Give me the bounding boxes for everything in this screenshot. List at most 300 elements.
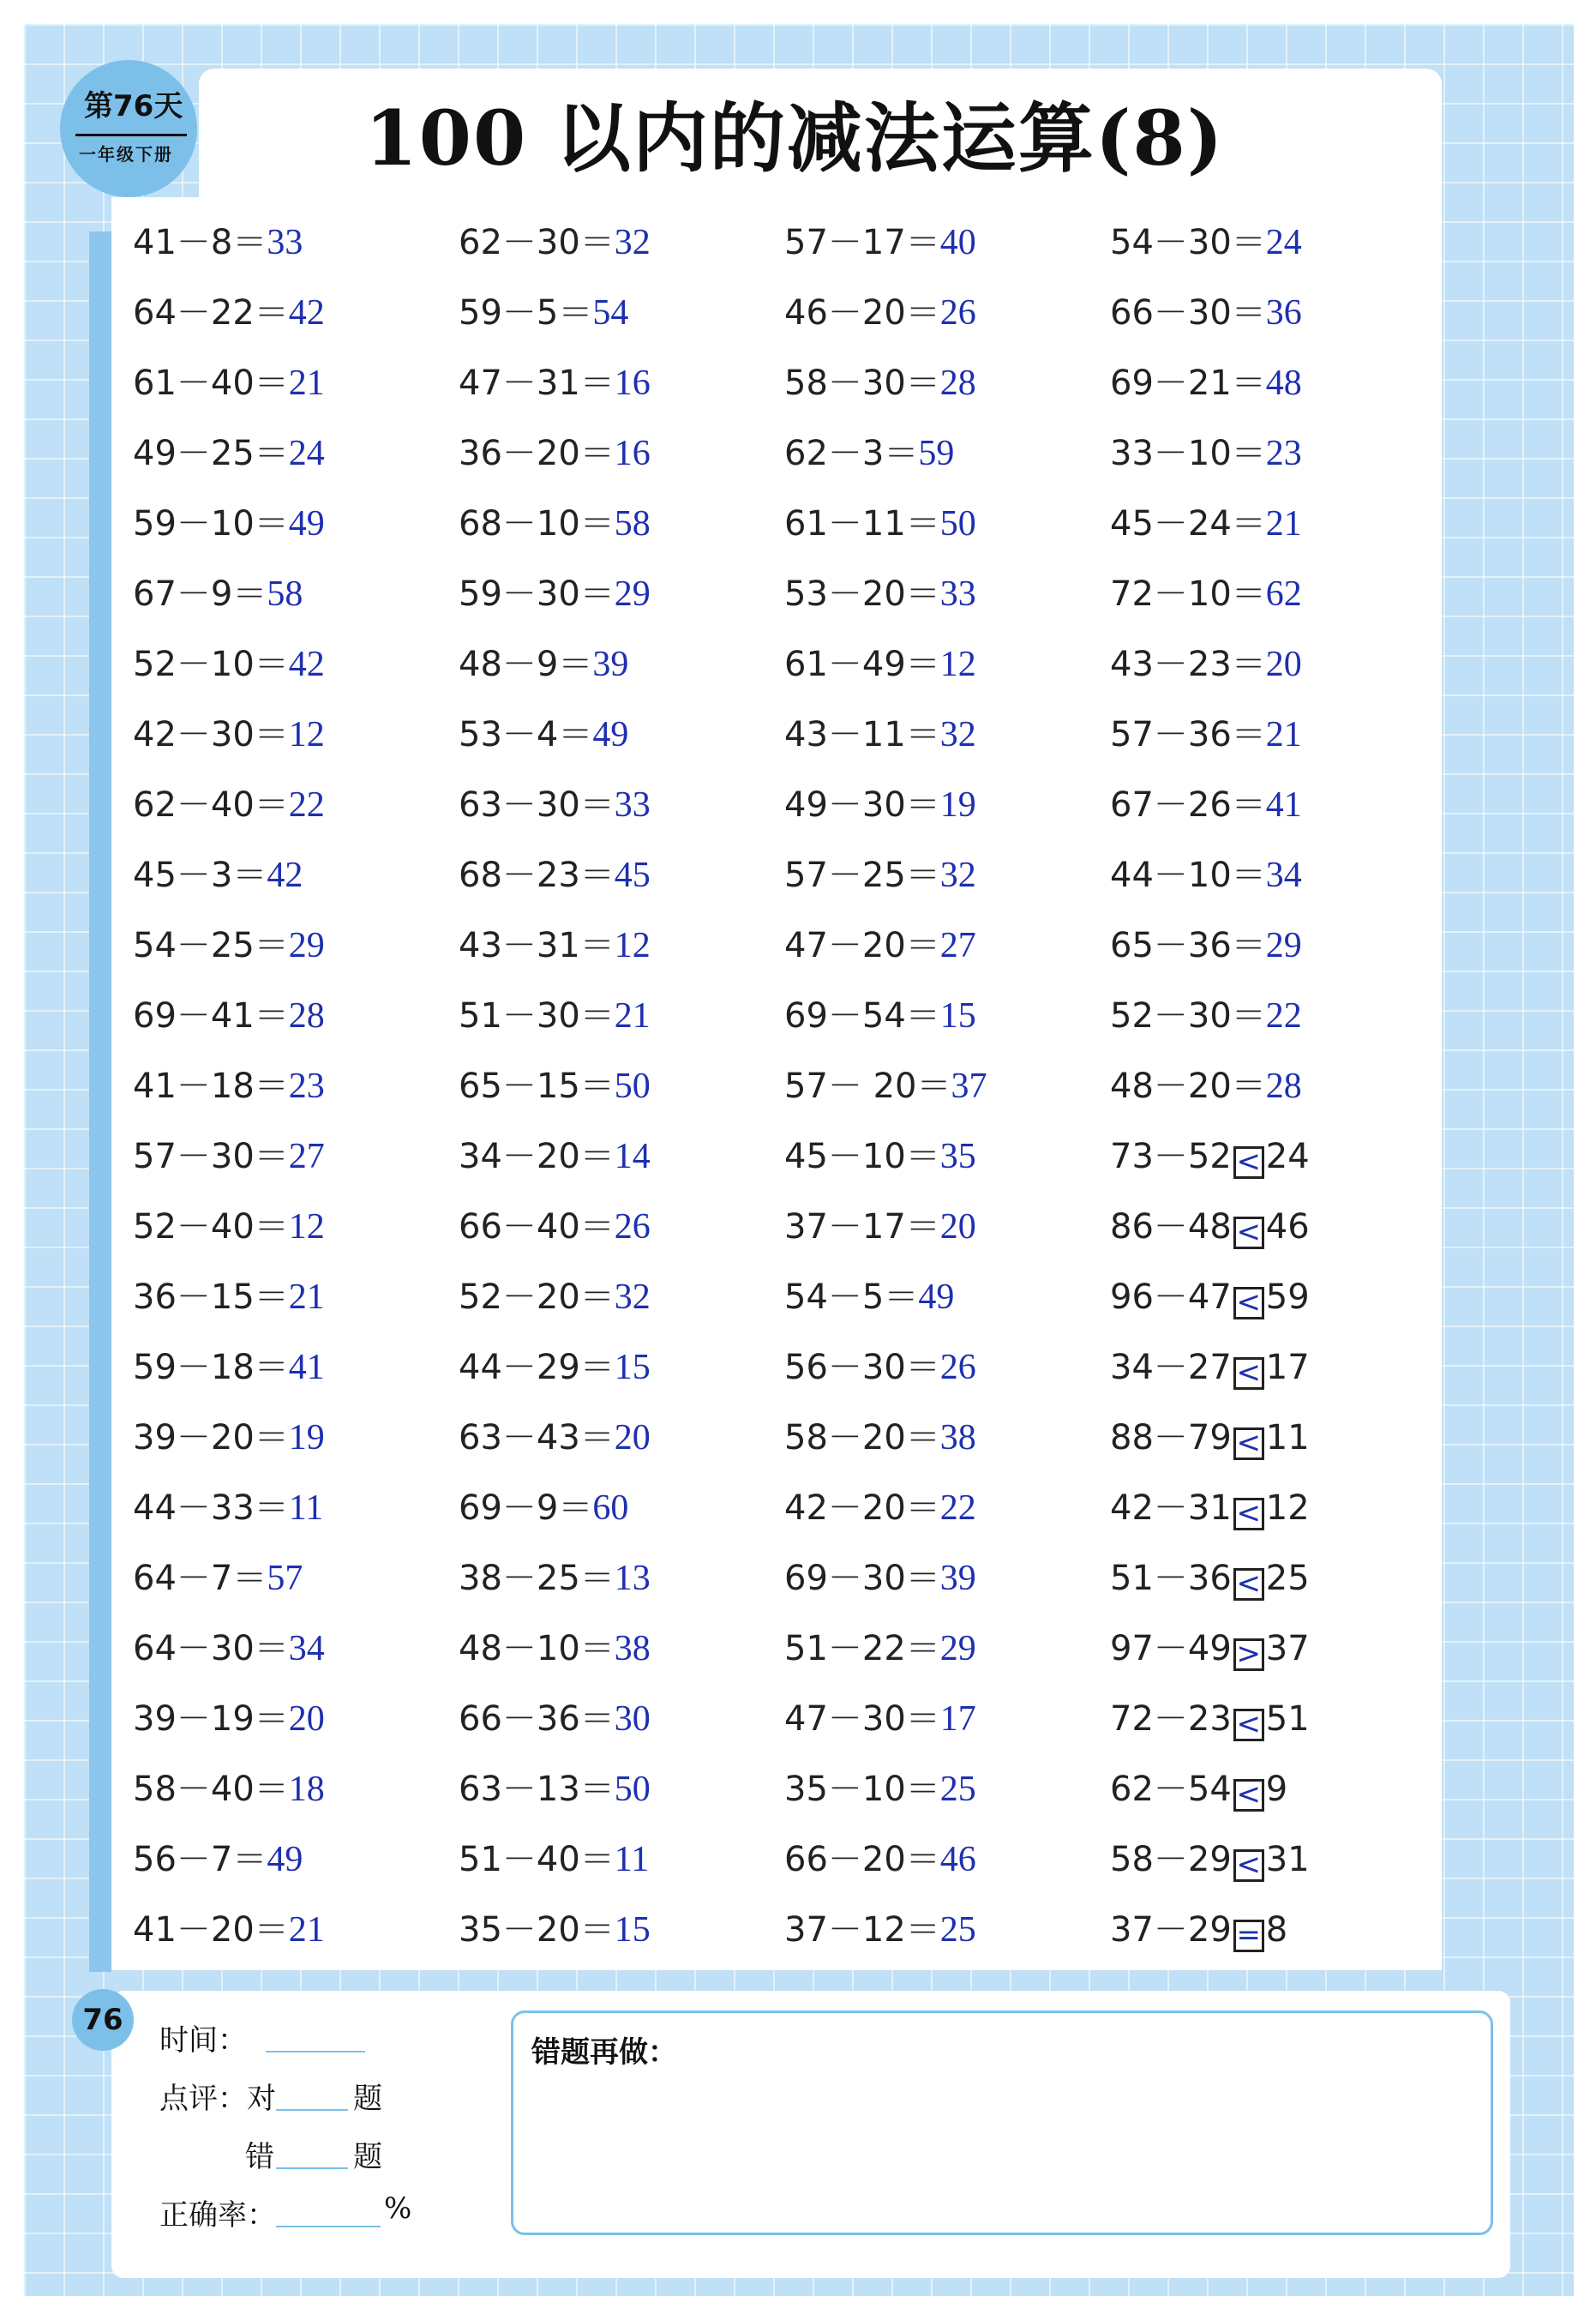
expression: 49－25＝ bbox=[133, 434, 289, 473]
exercise-item bbox=[133, 1403, 459, 1473]
answer[interactable]: 33 bbox=[267, 223, 303, 262]
answer[interactable]: 49 bbox=[592, 715, 629, 754]
expression: 36－20＝ bbox=[459, 434, 615, 473]
expression: 43－31＝ bbox=[459, 926, 615, 965]
expression: 66－30＝ bbox=[1110, 293, 1266, 333]
expression: 56－7＝ bbox=[133, 1840, 267, 1879]
answer[interactable]: 27 bbox=[939, 926, 976, 965]
exercise-item bbox=[1110, 1754, 1436, 1824]
exercise-item bbox=[133, 418, 459, 489]
answer[interactable]: 38 bbox=[614, 1629, 651, 1668]
exercise-item bbox=[784, 981, 1110, 1051]
expression: 67－26＝ bbox=[1110, 785, 1266, 825]
expression: 52－30＝ bbox=[1110, 996, 1266, 1036]
expression: 48－20＝ bbox=[1110, 1067, 1266, 1106]
answer[interactable]: 42 bbox=[288, 293, 325, 333]
expression: 38－25＝ bbox=[459, 1559, 615, 1598]
expression: 69－54＝ bbox=[784, 996, 940, 1036]
answer[interactable]: 32 bbox=[614, 1277, 651, 1317]
answer[interactable]: 34 bbox=[1265, 856, 1302, 895]
expression: 52－10＝ bbox=[133, 645, 289, 684]
expression: 57－36＝ bbox=[1110, 715, 1266, 754]
exercise-item bbox=[459, 1332, 784, 1403]
comparison-box[interactable]: < bbox=[1233, 1709, 1264, 1741]
exercise-item bbox=[133, 489, 459, 559]
answer[interactable]: 13 bbox=[614, 1559, 651, 1598]
answer[interactable]: 16 bbox=[614, 434, 651, 473]
expression: 41－18＝ bbox=[133, 1067, 289, 1106]
comparison-value: 9 bbox=[1265, 1770, 1288, 1809]
answer[interactable]: 22 bbox=[939, 1488, 976, 1528]
answer[interactable]: 58 bbox=[267, 574, 303, 614]
answer[interactable]: 50 bbox=[614, 1770, 651, 1809]
exercise-item bbox=[784, 1403, 1110, 1473]
answer[interactable]: 26 bbox=[614, 1207, 651, 1247]
exercise-item bbox=[1110, 1895, 1436, 1965]
answer[interactable]: 12 bbox=[288, 715, 325, 754]
answer[interactable]: 42 bbox=[288, 645, 325, 684]
expression: 42－30＝ bbox=[133, 715, 289, 754]
answer[interactable]: 15 bbox=[614, 1910, 651, 1950]
wrong-label: 错 bbox=[245, 2140, 274, 2174]
expression: 51－30＝ bbox=[459, 996, 615, 1036]
exercise-item bbox=[133, 1543, 459, 1614]
exercise-item bbox=[784, 911, 1110, 981]
exercise-item bbox=[133, 348, 459, 418]
exercise-item bbox=[133, 1332, 459, 1403]
exercise-item bbox=[459, 629, 784, 700]
exercise-item bbox=[459, 911, 784, 981]
expression: 51－22＝ bbox=[784, 1629, 940, 1668]
redo-label: 错题再做： bbox=[531, 2035, 677, 2070]
comparison-box[interactable]: < bbox=[1233, 1146, 1264, 1179]
exercise-item bbox=[784, 1473, 1110, 1543]
time-blank[interactable] bbox=[266, 2051, 365, 2053]
exercise-item bbox=[459, 489, 784, 559]
answer[interactable]: 21 bbox=[288, 364, 325, 403]
exercise-item bbox=[133, 1262, 459, 1332]
exercise-item bbox=[133, 911, 459, 981]
answer[interactable]: 49 bbox=[918, 1277, 955, 1317]
answer[interactable]: 25 bbox=[939, 1770, 976, 1809]
answer[interactable]: 29 bbox=[939, 1629, 976, 1668]
answer[interactable]: 29 bbox=[614, 574, 651, 614]
comparison-value: 24 bbox=[1265, 1137, 1310, 1176]
expression: 47－30＝ bbox=[784, 1699, 940, 1739]
exercise-item bbox=[133, 629, 459, 700]
exercise-item bbox=[459, 1543, 784, 1614]
exercise-item bbox=[1110, 1824, 1436, 1895]
exercise-item bbox=[459, 981, 784, 1051]
expression: 61－49＝ bbox=[784, 645, 940, 684]
expression: 58－40＝ bbox=[133, 1770, 289, 1809]
answer[interactable]: 60 bbox=[592, 1488, 629, 1528]
comparison-value: 8 bbox=[1265, 1910, 1288, 1950]
exercise-item bbox=[1110, 770, 1436, 840]
expression: 68－10＝ bbox=[459, 504, 615, 544]
expression: 51－36 bbox=[1110, 1559, 1232, 1598]
exercise-item bbox=[459, 1684, 784, 1754]
expression: 48－9＝ bbox=[459, 645, 593, 684]
expression: 66－40＝ bbox=[459, 1207, 615, 1247]
answer[interactable]: 32 bbox=[939, 856, 976, 895]
expression: 88－79 bbox=[1110, 1418, 1232, 1458]
answer[interactable]: 33 bbox=[614, 785, 651, 825]
answer[interactable]: 39 bbox=[939, 1559, 976, 1598]
exercise-item bbox=[133, 1192, 459, 1262]
answer[interactable]: 18 bbox=[288, 1770, 325, 1809]
expression: 57－ 20＝ bbox=[784, 1067, 951, 1106]
answer[interactable]: 19 bbox=[288, 1418, 325, 1458]
expression: 63－13＝ bbox=[459, 1770, 615, 1809]
answer[interactable]: 29 bbox=[288, 926, 325, 965]
expression: 58－30＝ bbox=[784, 364, 940, 403]
expression: 35－20＝ bbox=[459, 1910, 615, 1950]
comparison-value: 37 bbox=[1265, 1629, 1310, 1668]
comparison-value: 51 bbox=[1265, 1699, 1310, 1739]
answer[interactable]: 14 bbox=[614, 1137, 651, 1176]
expression: 67－9＝ bbox=[133, 574, 267, 614]
exercise-item bbox=[459, 1824, 784, 1895]
exercise-item bbox=[133, 1824, 459, 1895]
expression: 59－18＝ bbox=[133, 1348, 289, 1387]
exercise-item bbox=[459, 1192, 784, 1262]
answer[interactable]: 50 bbox=[939, 504, 976, 544]
expression: 59－30＝ bbox=[459, 574, 615, 614]
correct-count-blank[interactable] bbox=[276, 2109, 348, 2111]
answer[interactable]: 21 bbox=[288, 1910, 325, 1950]
expression: 62－3＝ bbox=[784, 434, 919, 473]
exercise-item bbox=[1110, 418, 1436, 489]
exercise-item bbox=[133, 1754, 459, 1824]
answer[interactable]: 24 bbox=[1265, 223, 1302, 262]
answer[interactable]: 21 bbox=[288, 1277, 325, 1317]
answer[interactable]: 35 bbox=[939, 1137, 976, 1176]
expression: 42－20＝ bbox=[784, 1488, 940, 1528]
exercise-item bbox=[1110, 559, 1436, 629]
exercise-item bbox=[784, 1895, 1110, 1965]
answer[interactable]: 28 bbox=[1265, 1067, 1302, 1106]
expression: 97－49 bbox=[1110, 1629, 1232, 1668]
comparison-value: 17 bbox=[1265, 1348, 1310, 1387]
exercise-item bbox=[459, 1473, 784, 1543]
exercise-item bbox=[459, 278, 784, 348]
expression: 66－20＝ bbox=[784, 1840, 940, 1879]
grade-label: 一年级下册 bbox=[79, 144, 173, 165]
answer[interactable]: 26 bbox=[939, 1348, 976, 1387]
answer[interactable]: 20 bbox=[288, 1699, 325, 1739]
answer[interactable]: 59 bbox=[918, 434, 955, 473]
comparison-box[interactable]: < bbox=[1233, 1287, 1264, 1319]
answer[interactable]: 15 bbox=[614, 1348, 651, 1387]
expression: 37－12＝ bbox=[784, 1910, 940, 1950]
expression: 59－10＝ bbox=[133, 504, 289, 544]
answer[interactable]: 27 bbox=[288, 1137, 325, 1176]
comparison-box[interactable]: < bbox=[1233, 1849, 1264, 1882]
expression: 65－15＝ bbox=[459, 1067, 615, 1106]
exercise-item bbox=[133, 840, 459, 911]
exercise-item bbox=[459, 1403, 784, 1473]
exercise-item bbox=[784, 1754, 1110, 1824]
exercise-item bbox=[784, 1614, 1110, 1684]
exercise-item bbox=[133, 1051, 459, 1121]
answer[interactable]: 17 bbox=[939, 1699, 976, 1739]
answer[interactable]: 57 bbox=[267, 1559, 303, 1598]
answer[interactable]: 39 bbox=[592, 645, 629, 684]
answer[interactable]: 32 bbox=[939, 715, 976, 754]
expression: 47－31＝ bbox=[459, 364, 615, 403]
expression: 43－23＝ bbox=[1110, 645, 1266, 684]
expression: 47－20＝ bbox=[784, 926, 940, 965]
expression: 57－25＝ bbox=[784, 856, 940, 895]
answer[interactable]: 28 bbox=[288, 996, 325, 1036]
exercise-item bbox=[1110, 1614, 1436, 1684]
exercise-item bbox=[1110, 1473, 1436, 1543]
comparison-value: 25 bbox=[1265, 1559, 1310, 1598]
answer[interactable]: 19 bbox=[939, 785, 976, 825]
expression: 48－10＝ bbox=[459, 1629, 615, 1668]
accuracy-label: 正确率： bbox=[159, 2198, 276, 2233]
expression: 37－17＝ bbox=[784, 1207, 940, 1247]
comparison-box[interactable]: < bbox=[1233, 1498, 1264, 1530]
answer[interactable]: 22 bbox=[1265, 996, 1302, 1036]
expression: 46－20＝ bbox=[784, 293, 940, 333]
comparison-box[interactable]: > bbox=[1233, 1638, 1264, 1671]
answer[interactable]: 25 bbox=[939, 1910, 976, 1950]
expression: 35－10＝ bbox=[784, 1770, 940, 1809]
exercise-item bbox=[459, 1121, 784, 1192]
answer[interactable]: 36 bbox=[1265, 293, 1302, 333]
expression: 86－48 bbox=[1110, 1207, 1232, 1247]
expression: 41－20＝ bbox=[133, 1910, 289, 1950]
comparison-value: 11 bbox=[1265, 1418, 1310, 1458]
answer[interactable]: 48 bbox=[1265, 364, 1302, 403]
expression: 36－15＝ bbox=[133, 1277, 289, 1317]
page-title: 100 以内的减法运算(8) bbox=[364, 93, 1225, 183]
exercise-item bbox=[1110, 1543, 1436, 1614]
exercise-item bbox=[133, 1895, 459, 1965]
left-stripe bbox=[89, 231, 111, 1972]
review-label: 点评：对 bbox=[159, 2082, 276, 2116]
exercise-item bbox=[459, 1614, 784, 1684]
correct-suffix: 题 bbox=[353, 2082, 382, 2116]
exercise-item bbox=[1110, 911, 1436, 981]
exercise-item bbox=[459, 1895, 784, 1965]
exercise-item bbox=[784, 1262, 1110, 1332]
answer[interactable]: 30 bbox=[614, 1699, 651, 1739]
expression: 63－43＝ bbox=[459, 1418, 615, 1458]
answer[interactable]: 46 bbox=[939, 1840, 976, 1879]
comparison-box[interactable]: = bbox=[1233, 1920, 1264, 1952]
expression: 39－19＝ bbox=[133, 1699, 289, 1739]
exercise-item bbox=[133, 981, 459, 1051]
expression: 43－11＝ bbox=[784, 715, 940, 754]
answer[interactable]: 20 bbox=[1265, 645, 1302, 684]
comparison-box[interactable]: < bbox=[1233, 1568, 1264, 1601]
expression: 64－30＝ bbox=[133, 1629, 289, 1668]
expression: 62－54 bbox=[1110, 1770, 1232, 1809]
exercise-item bbox=[784, 700, 1110, 770]
answer[interactable]: 54 bbox=[592, 293, 629, 333]
expression: 69－30＝ bbox=[784, 1559, 940, 1598]
answer[interactable]: 12 bbox=[288, 1207, 325, 1247]
exercise-item bbox=[784, 770, 1110, 840]
expression: 44－33＝ bbox=[133, 1488, 289, 1528]
expression: 58－29 bbox=[1110, 1840, 1232, 1879]
expression: 61－11＝ bbox=[784, 504, 940, 544]
answer[interactable]: 41 bbox=[288, 1348, 325, 1387]
exercise-item bbox=[1110, 489, 1436, 559]
page-number: 76 bbox=[72, 1989, 134, 2051]
accuracy-blank[interactable] bbox=[276, 2226, 381, 2227]
answer[interactable]: 23 bbox=[288, 1067, 325, 1106]
exercise-item bbox=[784, 1332, 1110, 1403]
expression: 69－41＝ bbox=[133, 996, 289, 1036]
expression: 54－30＝ bbox=[1110, 223, 1266, 262]
badge-divider bbox=[75, 134, 187, 136]
expression: 58－20＝ bbox=[784, 1418, 940, 1458]
answer[interactable]: 49 bbox=[288, 504, 325, 544]
answer[interactable]: 16 bbox=[614, 364, 651, 403]
exercise-item bbox=[1110, 1684, 1436, 1754]
expression: 42－31 bbox=[1110, 1488, 1232, 1528]
expression: 57－30＝ bbox=[133, 1137, 289, 1176]
answer[interactable]: 11 bbox=[288, 1488, 324, 1528]
expression: 59－5＝ bbox=[459, 293, 593, 333]
expression: 34－27 bbox=[1110, 1348, 1232, 1387]
expression: 52－20＝ bbox=[459, 1277, 615, 1317]
answer[interactable]: 11 bbox=[614, 1840, 650, 1879]
expression: 66－36＝ bbox=[459, 1699, 615, 1739]
answer[interactable]: 32 bbox=[614, 223, 651, 262]
expression: 53－4＝ bbox=[459, 715, 593, 754]
answer[interactable]: 21 bbox=[614, 996, 651, 1036]
exercise-item bbox=[133, 559, 459, 629]
answer[interactable]: 23 bbox=[1265, 434, 1302, 473]
expression: 57－17＝ bbox=[784, 223, 940, 262]
exercise-item bbox=[1110, 207, 1436, 278]
exercise-item bbox=[459, 1051, 784, 1121]
answer[interactable]: 26 bbox=[939, 293, 976, 333]
exercise-item bbox=[459, 700, 784, 770]
exercise-item bbox=[133, 1614, 459, 1684]
exercise-item bbox=[784, 418, 1110, 489]
exercise-item bbox=[459, 207, 784, 278]
exercise-item bbox=[784, 1192, 1110, 1262]
answer[interactable]: 34 bbox=[288, 1629, 325, 1668]
expression: 73－52 bbox=[1110, 1137, 1232, 1176]
answer[interactable]: 33 bbox=[939, 574, 976, 614]
exercise-item bbox=[459, 840, 784, 911]
comparison-box[interactable]: < bbox=[1233, 1357, 1264, 1390]
exercise-item bbox=[784, 1684, 1110, 1754]
exercise-item bbox=[784, 840, 1110, 911]
expression: 72－23 bbox=[1110, 1699, 1232, 1739]
answer[interactable]: 20 bbox=[614, 1418, 651, 1458]
answer[interactable]: 42 bbox=[267, 856, 303, 895]
comparison-value: 31 bbox=[1265, 1840, 1310, 1879]
exercise-item bbox=[1110, 840, 1436, 911]
time-label: 时间： bbox=[159, 2023, 247, 2058]
expression: 72－10＝ bbox=[1110, 574, 1266, 614]
answer[interactable]: 38 bbox=[939, 1418, 976, 1458]
exercise-item bbox=[1110, 1262, 1436, 1332]
comparison-value: 59 bbox=[1265, 1277, 1310, 1317]
exercise-item bbox=[784, 207, 1110, 278]
exercise-item bbox=[1110, 1403, 1436, 1473]
comparison-value: 12 bbox=[1265, 1488, 1310, 1528]
exercise-item bbox=[459, 770, 784, 840]
exercise-item bbox=[784, 559, 1110, 629]
percent-sign: % bbox=[384, 2191, 412, 2226]
answer[interactable]: 21 bbox=[1265, 504, 1302, 544]
expression: 49－30＝ bbox=[784, 785, 940, 825]
day-label: 第76天 bbox=[84, 89, 183, 123]
answer[interactable]: 49 bbox=[267, 1840, 303, 1879]
answer[interactable]: 12 bbox=[614, 926, 651, 965]
exercise-item bbox=[1110, 1051, 1436, 1121]
exercise-item bbox=[784, 278, 1110, 348]
exercise-item bbox=[459, 418, 784, 489]
comparison-box[interactable]: < bbox=[1233, 1779, 1264, 1812]
answer[interactable]: 28 bbox=[939, 364, 976, 403]
answer[interactable]: 58 bbox=[614, 504, 651, 544]
answer[interactable]: 62 bbox=[1265, 574, 1302, 614]
expression: 53－20＝ bbox=[784, 574, 940, 614]
expression: 44－10＝ bbox=[1110, 856, 1266, 895]
answer[interactable]: 12 bbox=[939, 645, 976, 684]
exercise-item bbox=[459, 348, 784, 418]
exercise-item bbox=[784, 1121, 1110, 1192]
exercise-item bbox=[784, 348, 1110, 418]
answer[interactable]: 24 bbox=[288, 434, 325, 473]
comparison-box[interactable]: < bbox=[1233, 1427, 1264, 1460]
expression: 54－5＝ bbox=[784, 1277, 919, 1317]
answer[interactable]: 41 bbox=[1265, 785, 1302, 825]
exercise-item bbox=[133, 770, 459, 840]
comparison-value: 46 bbox=[1265, 1207, 1310, 1247]
expression: 65－36＝ bbox=[1110, 926, 1266, 965]
expression: 62－40＝ bbox=[133, 785, 289, 825]
exercise-item bbox=[1110, 1332, 1436, 1403]
answer[interactable]: 29 bbox=[1265, 926, 1302, 965]
expression: 96－47 bbox=[1110, 1277, 1232, 1317]
exercise-item bbox=[133, 1684, 459, 1754]
expression: 41－8＝ bbox=[133, 223, 267, 262]
exercise-item bbox=[133, 1473, 459, 1543]
exercise-item bbox=[1110, 1121, 1436, 1192]
answer[interactable]: 15 bbox=[939, 996, 976, 1036]
expression: 51－40＝ bbox=[459, 1840, 615, 1879]
exercise-item bbox=[1110, 348, 1436, 418]
exercise-item bbox=[459, 1754, 784, 1824]
answer[interactable]: 45 bbox=[614, 856, 651, 895]
answer[interactable]: 21 bbox=[1265, 715, 1302, 754]
expression: 54－25＝ bbox=[133, 926, 289, 965]
day-badge bbox=[60, 60, 197, 197]
answer[interactable]: 50 bbox=[614, 1067, 651, 1106]
expression: 64－7＝ bbox=[133, 1559, 267, 1598]
exercise-item bbox=[133, 207, 459, 278]
exercise-item bbox=[1110, 700, 1436, 770]
answer[interactable]: 20 bbox=[939, 1207, 976, 1247]
exercise-item bbox=[784, 1051, 1110, 1121]
wrong-count-blank[interactable] bbox=[276, 2167, 348, 2169]
answer[interactable]: 40 bbox=[939, 223, 976, 262]
comparison-box[interactable]: < bbox=[1233, 1217, 1264, 1249]
answer[interactable]: 22 bbox=[288, 785, 325, 825]
answer[interactable]: 37 bbox=[951, 1067, 987, 1106]
